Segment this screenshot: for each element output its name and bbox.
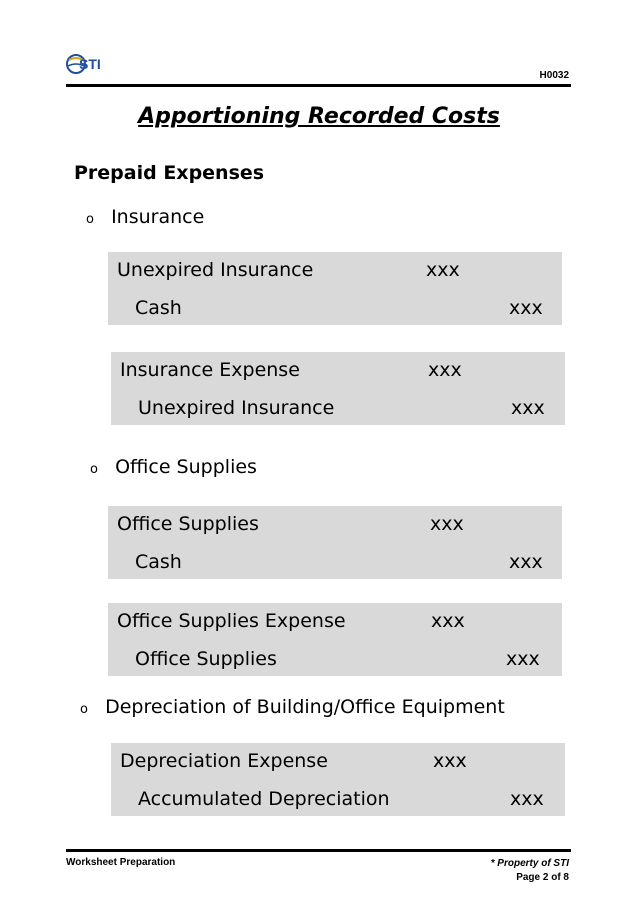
credit-account: Cash — [135, 551, 182, 573]
logo-text: STI — [79, 56, 101, 72]
credit-account: Cash — [135, 297, 182, 319]
footer-course-title: Worksheet Preparation — [66, 857, 176, 868]
footer-rule — [66, 849, 571, 852]
debit-account: Unexpired Insurance — [117, 259, 314, 281]
debit-amount: xxx — [433, 750, 467, 772]
debit-amount: xxx — [430, 513, 464, 535]
topic-office-supplies — [90, 456, 257, 478]
topic-insurance — [86, 206, 204, 228]
topic-label: Insurance — [111, 206, 205, 228]
credit-account: Accumulated Depreciation — [138, 788, 390, 810]
debit-account: Insurance Expense — [120, 359, 300, 381]
credit-amount: xxx — [511, 397, 545, 419]
debit-account: Office Supplies Expense — [117, 610, 346, 632]
credit-account: Office Supplies — [135, 648, 277, 670]
property-notice: * Property of STI — [490, 858, 569, 869]
debit-account: Office Supplies — [117, 513, 259, 535]
debit-account: Depreciation Expense — [120, 750, 328, 772]
credit-account: Unexpired Insurance — [138, 397, 335, 419]
debit-amount: xxx — [426, 259, 460, 281]
debit-amount: xxx — [428, 359, 462, 381]
sti-logo — [66, 52, 112, 76]
journal-entry-box — [111, 743, 565, 816]
credit-amount: xxx — [509, 297, 543, 319]
section-heading: Prepaid Expenses — [74, 162, 265, 184]
credit-amount: xxx — [509, 551, 543, 573]
credit-amount: xxx — [506, 648, 540, 670]
bullet-icon: o — [86, 212, 94, 227]
credit-amount: xxx — [510, 788, 544, 810]
bullet-icon: o — [90, 462, 98, 477]
journal-entry-box — [111, 352, 565, 425]
journal-entry-box — [108, 506, 562, 579]
topic-depreciation — [80, 696, 505, 718]
footer-right — [491, 857, 569, 885]
page-title: Apportioning Recorded Costs — [138, 104, 500, 129]
header-rule — [66, 84, 571, 87]
document-code: H0032 — [539, 70, 569, 81]
topic-label: Depreciation of Building/Office Equipment — [105, 696, 505, 718]
topic-label: Office Supplies — [115, 456, 257, 478]
page-number: Page 2 of 8 — [516, 872, 569, 883]
debit-amount: xxx — [431, 610, 465, 632]
journal-entry-box — [108, 603, 562, 676]
bullet-icon: o — [80, 702, 88, 717]
journal-entry-box — [108, 252, 562, 325]
